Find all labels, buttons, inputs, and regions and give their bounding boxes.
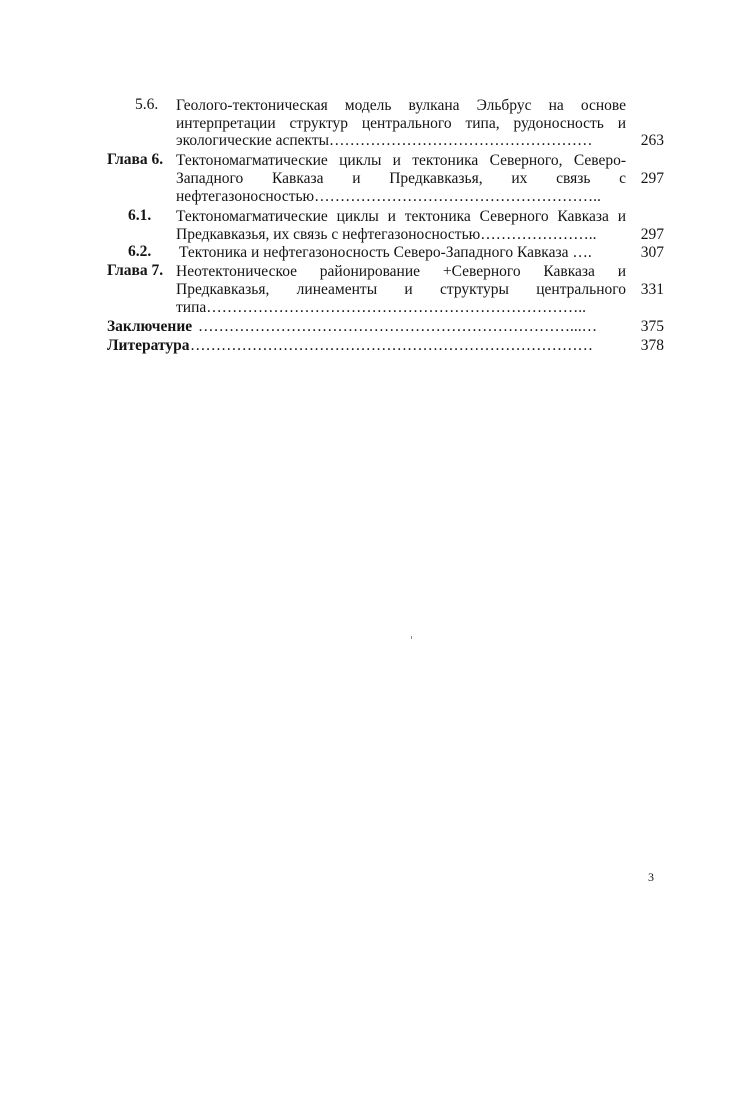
toc-entry-title-line: Тектоника и нефтегазоносность Северо-Западного Кавказа ….	[179, 244, 592, 261]
toc-entry-page: 378	[640, 337, 664, 354]
toc-entry-title-line: интерпретации структур центрального типа, рудоносность и	[176, 115, 626, 132]
toc-entry-number: Литература	[107, 337, 190, 354]
toc-entry-page: 331	[640, 281, 664, 298]
toc-entry-page: 263	[640, 132, 664, 149]
scan-speck	[411, 636, 412, 639]
toc-entry-number: 5.6.	[135, 96, 159, 113]
toc-entry-page: 375	[640, 318, 664, 335]
toc-entry-title-line: Предкавказья, линеаменты и структуры центрального	[176, 281, 626, 298]
toc-entry-page: 297	[640, 170, 664, 187]
toc-entry-number: 6.1.	[128, 207, 152, 224]
toc-entry-number: 6.2.	[128, 243, 152, 260]
toc-entry-title-line: экологические аспекты……………………………………………	[176, 132, 593, 149]
page-number: 3	[648, 870, 654, 884]
toc-entry-title-line: Западного Кавказа и Предкавказья, их связь с	[176, 170, 626, 187]
toc-entry-title-line: типа………………………………………………………………..	[176, 299, 586, 316]
toc-entry-title-line: Тектономагматические циклы и тектоника Северного Кавказа и	[176, 208, 626, 225]
toc-entry-page: 297	[640, 226, 664, 243]
toc-entry-leader: ………………………………………………………………...…	[198, 318, 598, 335]
toc-entry-title-line: Геолого-тектоническая модель вулкана Эльбрус на основе	[176, 97, 626, 114]
toc-entry-title-line: Предкавказья, их связь с нефтегазоносностью…………………..	[176, 226, 597, 243]
toc-entry-title-line: Неотектоническое районирование +Северного Кавказа и	[176, 263, 626, 280]
toc-entry-number: Глава 6.	[107, 151, 164, 168]
toc-entry-number: Глава 7.	[107, 262, 164, 279]
toc-entry-leader: ……………………………………………………………………	[190, 337, 593, 354]
toc-entry-number: Заключение	[107, 318, 193, 335]
toc-entry-page: 307	[640, 244, 664, 261]
toc-entry-title-line: Тектономагматические циклы и тектоника Северного, Северо-	[176, 152, 626, 169]
toc-entry-title-line: нефтегазоносностью………………………………………………..	[176, 188, 601, 205]
